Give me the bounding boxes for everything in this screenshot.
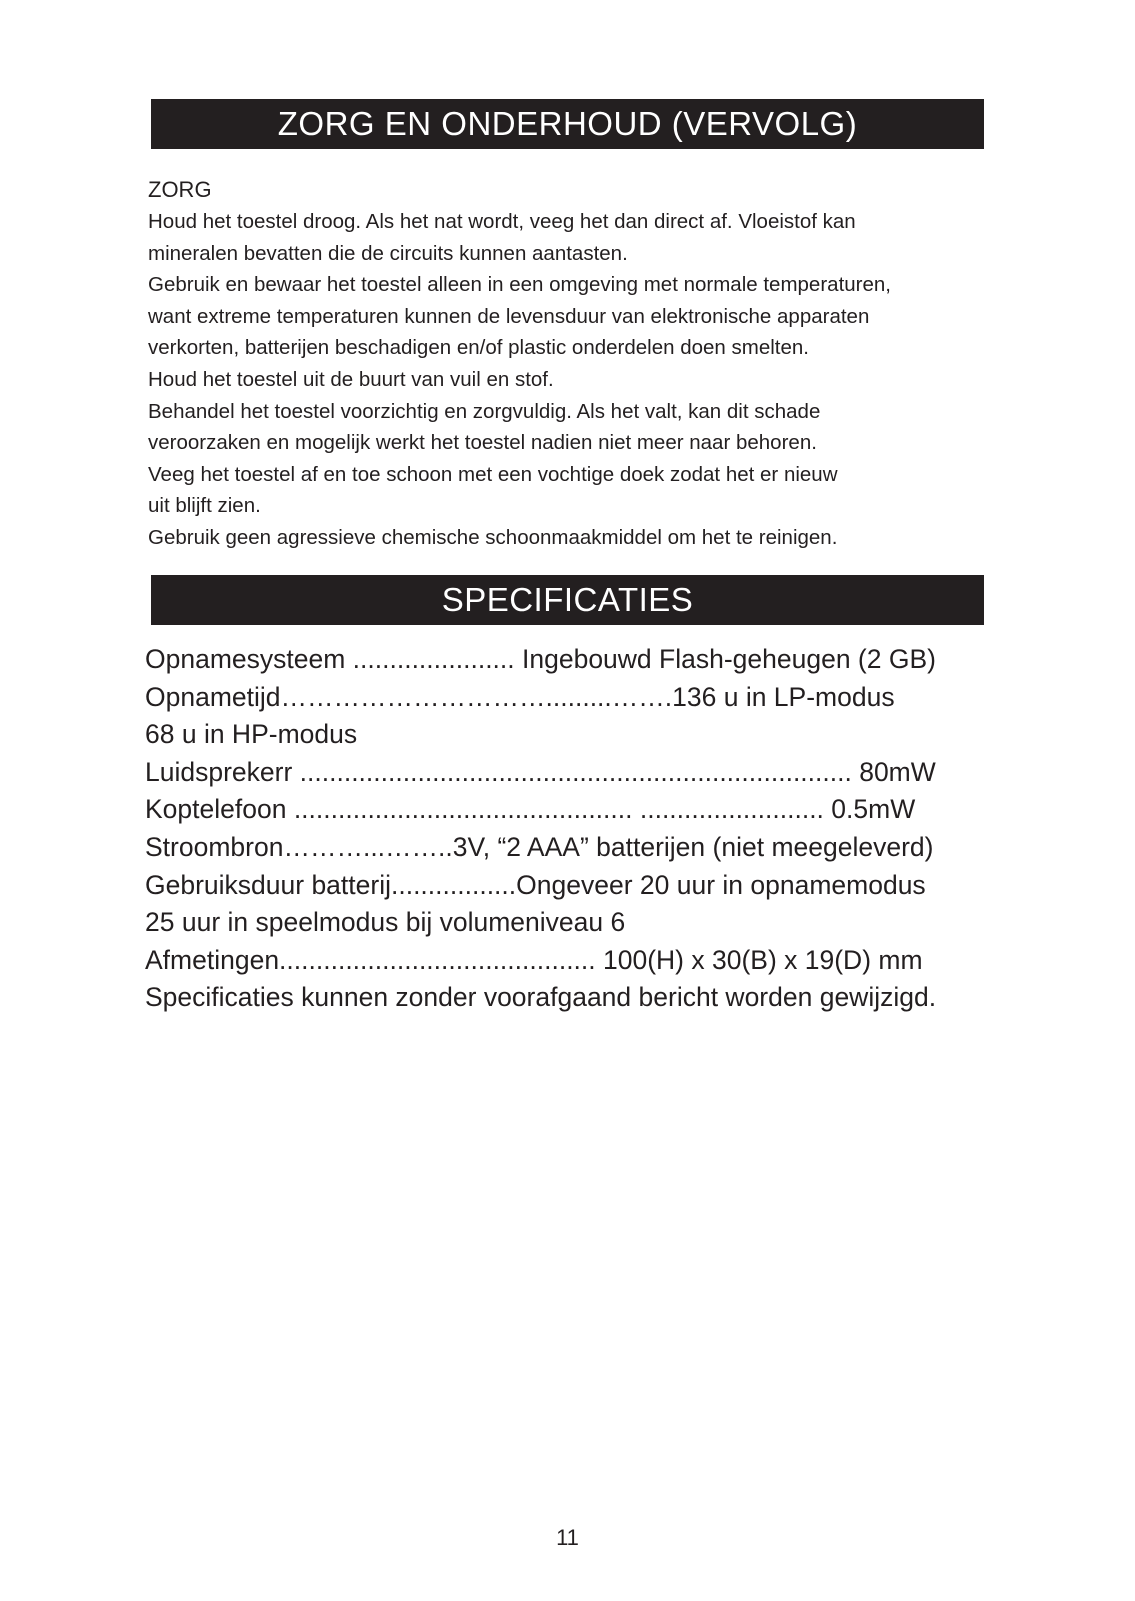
spec-recording-time-hp: 68 u in HP-modus	[145, 719, 358, 750]
section-title-care-maintenance: ZORG EN ONDERHOUD (VERVOLG)	[151, 99, 984, 149]
specifications-list	[145, 641, 1025, 1017]
care-paragraph-line: Behandel het toestel voorzichtig en zorgvuldig. Als het valt, kan dit schade	[148, 399, 821, 423]
spec-battery-life: Gebruiksduur batterij.................Ongeveer 20 uur in opnamemodus	[145, 869, 926, 900]
spec-battery-life-playback: 25 uur in speelmodus bij volumeniveau 6	[145, 907, 626, 938]
spec-recording-time: Opnametijd………………………….........…….136 u in LP-modus	[145, 681, 895, 712]
care-paragraph-line: Veeg het toestel af en toe schoon met een vochtige doek zodat het er nieuw	[148, 462, 838, 486]
care-paragraph-line: mineralen bevatten die de circuits kunnen aantasten.	[148, 241, 628, 265]
spec-disclaimer: Specificaties kunnen zonder voorafgaand bericht worden gewijzigd.	[145, 982, 937, 1013]
care-paragraph-line: Gebruik en bewaar het toestel alleen in een omgeving met normale temperaturen,	[148, 273, 891, 297]
care-paragraph-line: verkorten, batterijen beschadigen en/of plastic onderdelen doen smelten.	[148, 336, 809, 360]
spec-headphones: Koptelefoon .............................................. ......................... 0.5mW	[145, 794, 916, 825]
care-heading: ZORG	[148, 177, 212, 202]
spec-power-source: Stroombron………...……..3V, “2 AAA” batterijen (niet meegeleverd)	[145, 831, 934, 862]
care-paragraph-line: Houd het toestel uit de buurt van vuil en stof.	[148, 367, 554, 391]
spec-speaker: Luidsprekerr ........................................................................... 80mW	[145, 756, 936, 787]
care-paragraph-line: veroorzaken en mogelijk werkt het toestel nadien niet meer naar behoren.	[148, 431, 817, 455]
care-paragraph-line: Houd het toestel droog. Als het nat wordt, veeg het dan direct af. Vloeistof kan	[148, 210, 856, 233]
spec-dimensions: Afmetingen........................................... 100(H) x 30(B) x 19(D) mm	[145, 944, 923, 975]
page-number: 11	[556, 1525, 579, 1550]
spec-recording-system: Opnamesysteem ...................... Ingebouwd Flash-geheugen (2 GB)	[145, 644, 936, 674]
care-section	[148, 176, 1018, 554]
section-title-specifications: SPECIFICATIES	[151, 575, 984, 625]
care-paragraph-line: Gebruik geen agressieve chemische schoonmaakmiddel om het te reinigen.	[148, 525, 838, 549]
care-paragraph-line: want extreme temperaturen kunnen de levensduur van elektronische apparaten	[148, 304, 870, 328]
care-paragraph-line: uit blijft zien.	[148, 494, 261, 518]
